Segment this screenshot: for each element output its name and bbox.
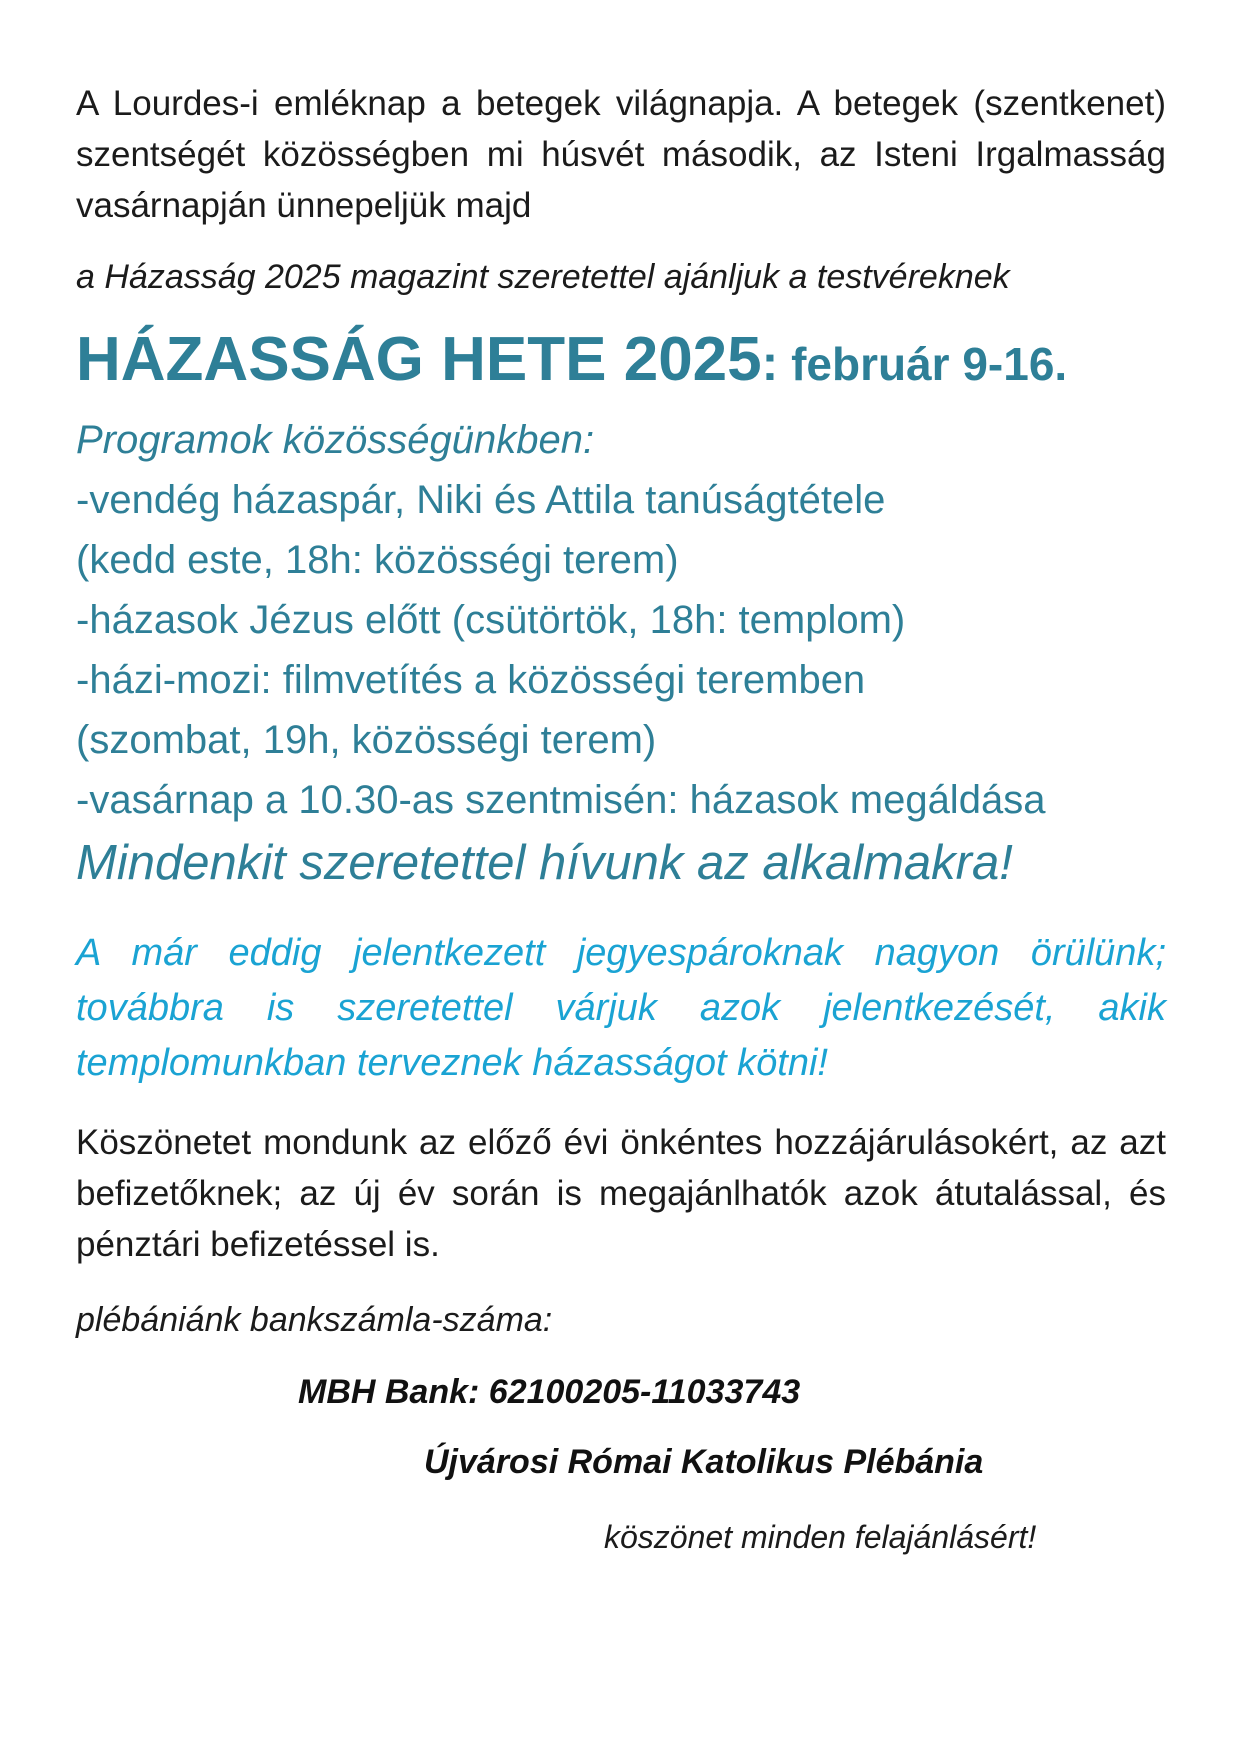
- program-item: -házi-mozi: filmvetítés a közösségi teremben: [76, 658, 866, 702]
- program-item: -vendég házaspár, Niki és Attila tanúságtétele: [76, 478, 886, 522]
- thanks-paragraph: Köszönetet mondunk az előző évi önkéntes hozzájárulásokért, az azt befizetőknek; az új év során is megajánlhatók azok átutalással, és pénztári befizetéssel is.: [76, 1123, 1166, 1264]
- headline-colon: :: [761, 335, 779, 391]
- programs-list: [76, 470, 1166, 830]
- intro-paragraph: A Lourdes-i emléknap a betegek világnapja. A betegek (szentkenet) szentségét közösségben mi húsvét második, az Isteni Irgalmasság vasárnapján ünnepeljük majd: [76, 84, 1166, 225]
- parish-name: Újvárosi Római Katolikus Plébánia: [424, 1443, 984, 1481]
- headline-date: február 9-16.: [778, 338, 1068, 390]
- program-item: -házasok Jézus előtt (csütörtök, 18h: templom): [76, 598, 906, 642]
- bank-account-number: MBH Bank: 62100205-11033743: [298, 1373, 801, 1411]
- engaged-couples-paragraph: A már eddig jelentkezett jegyespároknak nagyon örülünk; továbbra is szeretettel várjuk azok jelentkezését, akik templomunkban terveznek házasságot kötni!: [76, 932, 1166, 1084]
- headline-title: HÁZASSÁG HETE 2025: [76, 325, 762, 394]
- marriage-week-headline: [76, 319, 1166, 410]
- welcome-line: Mindenkit szeretettel hívunk az alkalmakra!: [76, 836, 1013, 890]
- program-item: (kedd este, 18h: közösségi terem): [76, 538, 679, 582]
- bank-account-label: plébániánk bankszámla-száma:: [76, 1301, 553, 1339]
- programs-title: Programok közösségünkben:: [76, 418, 595, 462]
- program-item: -vasárnap a 10.30-as szentmisén: házasok megáldása: [76, 778, 1046, 822]
- final-thanks: köszönet minden felajánlásért!: [604, 1519, 1037, 1555]
- magazine-recommendation: a Házasság 2025 magazint szeretettel ajánljuk a testvéreknek: [76, 258, 1010, 296]
- program-item: (szombat, 19h, közösségi terem): [76, 718, 657, 762]
